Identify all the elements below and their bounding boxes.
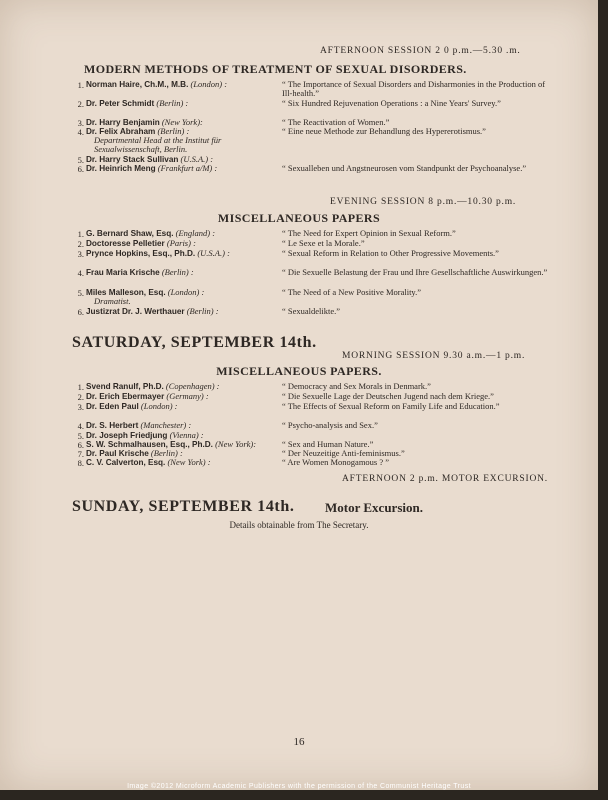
misc-papers-heading: MISCELLANEOUS PAPERS [217, 211, 381, 225]
sunday-excursion: Motor Excursion. [325, 500, 423, 515]
page-number: 16 [293, 736, 305, 748]
medical-section-heading: MODERN METHODS OF TREATMENT OF SEXUAL DISORDERS. [84, 62, 467, 76]
misc-papers-list: 1. G. Bernard Shaw, Esq. (England) : “ The Need for Expert Opinion in Sexual Reform.” 2. Doctoresse Pelletier (Paris) : “ Le Sexe et la Morale.” 3. Prynce Hopkins, Esq., Ph.D. (U.S.A.) : “ Sexual Reform in Relation to Other Progressive Movements.” 4. Frau Maria Krische (Berlin) : “ Die Sexuelle Belastung der Frau und Ihre Gesellschaftliche Auswirkungen.” 5. Miles Malleson, Esq. (London) : Dramatist. “ The Need of a New Positive Morality.” 6. Justizrat Dr. J. Werthauer (Berlin) : “ Sexualdelikte.” [77, 228, 548, 317]
image-credit: Image ©2012 Microform Academic Publishers with the permission of the Communist Heritage Trust [127, 783, 471, 790]
evening-session-header: EVENING SESSION 8 p.m.—10.30 p.m. [330, 197, 517, 207]
afternoon-session-header: AFTERNOON SESSION 2 0 p.m.—5.30 .m. [320, 46, 521, 56]
sunday-heading: SUNDAY, SEPTEMBER 14th. [72, 498, 295, 515]
saturday-heading: SATURDAY, SEPTEMBER 14th. [72, 334, 317, 351]
saturday-papers-list: 1. Svend Ranulf, Ph.D. (Copenhagen) : “ Democracy and Sex Morals in Denmark.” 2. Dr. Erich Ebermayer (Germany) : “ Die Sexuelle Lage der Deutschen Jugend nach dem Kriege.” 3. Dr. Eden Paul (London) : “ The Effects of Sexual Reform on Family Life and Education.” 4. Dr. S. Herbert (Manchester) : “ Psycho-analysis and Sex.” 5. Dr. Joseph Friedjung (Vienna) : 6. S. W. Schmalhausen, Esq., Ph.D. (New York): “ Sex and Human Nature.” 7. Dr. Paul Krische (Berlin) : “ Der Neuzeitige Anti-feminismus.” 8. C. V. Calverton, Esq. (New York) : “ Are Women Monogamous ? ” [77, 381, 500, 468]
details-note: Details obtainable from The Secretary. [229, 520, 369, 530]
misc-papers-2-heading: MISCELLANEOUS PAPERS. [216, 364, 382, 378]
afternoon-excursion-header: AFTERNOON 2 p.m. MOTOR EXCURSION. [342, 474, 548, 484]
morning-session-header: MORNING SESSION 9.30 a.m.—1 p.m. [342, 351, 526, 361]
medical-list: 1. Norman Haire, Ch.M., M.B. (London) : “ The Importance of Sexual Disorders and Disharmonies in the Production of Ill-health.” 2. Dr. Peter Schmidt (Berlin) : “ Six Hundred Rejuvenation Operations : a Nine Years' Survey.” 3. Dr. Harry Benjamin (New York): “ The Reactivation of Women.” 4. Dr. Felix Abraham (Berlin) : Departmental Head at the Institut für Sexualwissenschaft, Berlin. “ Eine neue Methode zur Behandlung des Hypererotismus.” 5. Dr. Harry Stack Sullivan (U.S.A.) : 6. Dr. Heinrich Meng (Frankfurt a/M) : “ Sexualleben und Angstneurosen vom Standpunkt der Psychoanalyse.” [77, 79, 546, 174]
